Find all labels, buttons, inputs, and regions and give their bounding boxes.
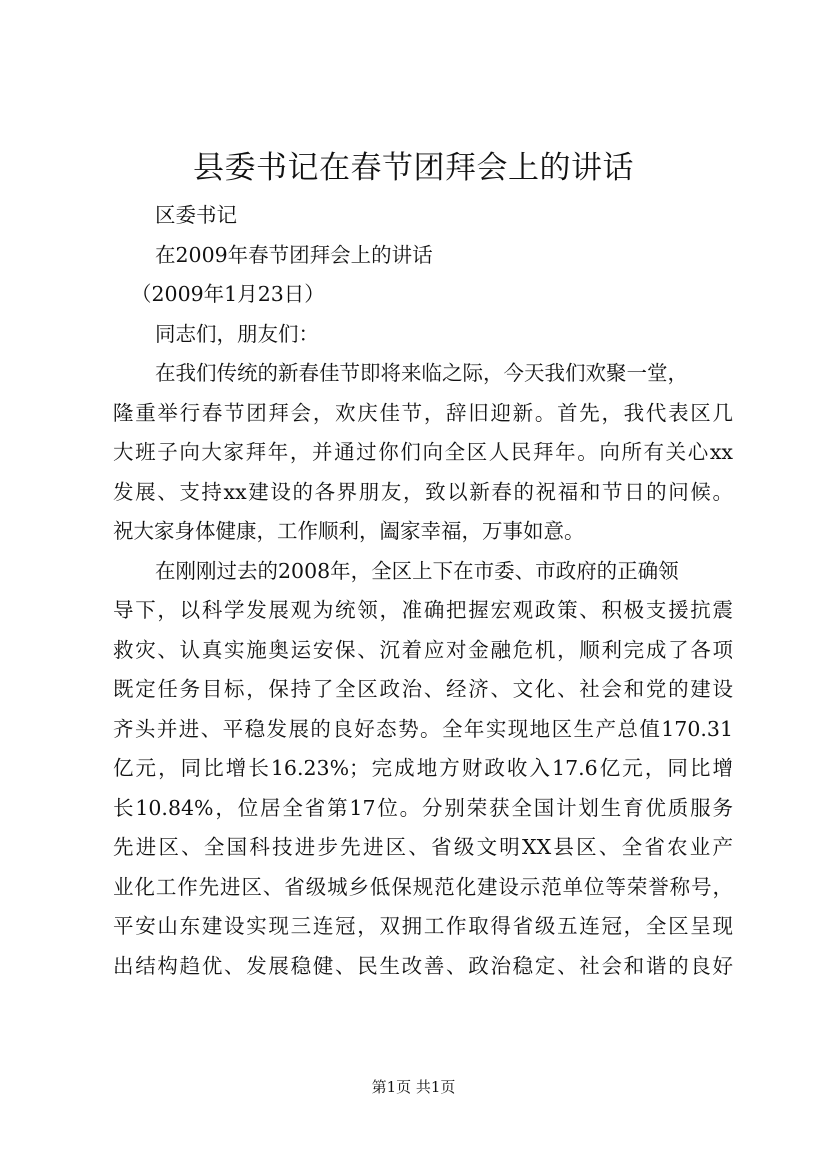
paragraph-2-line: 先进区、全国科技进步先进区、省级文明XX县区、全省农业产 (113, 835, 733, 859)
speech-date: （2009年1月23日） (131, 282, 325, 306)
document-title: 县委书记在春节团拜会上的讲话 (193, 150, 634, 186)
paragraph-1-line: 祝大家身体健康，工作顺利，阖家幸福，万事如意。 (113, 519, 585, 543)
salutation: 同志们，朋友们： (155, 321, 319, 346)
paragraph-1 (113, 354, 733, 552)
paragraph-2-line: 长10.84%，位居全省第17位。分别荣获全国计划生育优质服务 (113, 795, 733, 820)
paragraph-2 (113, 552, 733, 987)
document-body (113, 196, 733, 986)
paragraph-1-line: 在我们传统的新春佳节即将来临之际，今天我们欢聚一堂， (155, 361, 688, 385)
paragraph-2-line: 既定任务目标，保持了全区政治、经济、文化、社会和党的建设 (113, 677, 733, 701)
paragraph-2-line: 平安山东建设实现三连冠，双拥工作取得省级五连冠，全区呈现 (113, 914, 733, 938)
paragraph-1-line: 大班子向大家拜年，并通过你们向全区人民拜年。向所有关心xx (113, 440, 733, 464)
paragraph-2-line: 导下，以科学发展观为统领，准确把握宏观政策、积极支援抗震 (113, 598, 733, 622)
paragraph-2-line: 齐头并进、平稳发展的良好态势。全年实现地区生产总值170.31 (113, 716, 733, 741)
paragraph-1-line: 隆重举行春节团拜会，欢庆佳节，辞旧迎新。首先，我代表区几 (113, 400, 733, 425)
paragraph-2-line: 出结构趋优、发展稳健、民生改善、政治稳定、社会和谐的良好 (113, 953, 733, 978)
paragraph-2-line: 救灾、认真实施奥运安保、沉着应对金融危机，顺利完成了各项 (113, 637, 733, 662)
paragraph-2-line: 业化工作先进区、省级城乡低保规范化建设示范单位等荣誉称号， (113, 874, 733, 899)
speech-subtitle: 在2009年春节团拜会上的讲话 (155, 242, 433, 267)
paragraph-2-line: 亿元，同比增长16.23%；完成地方财政收入17.6亿元，同比增 (113, 756, 733, 780)
paragraph-2-line: 在刚刚过去的2008年，全区上下在市委、市政府的正确领 (155, 558, 679, 583)
author-line: 区委书记 (155, 203, 237, 227)
paragraph-1-line: 发展、支持xx建设的各界朋友，致以新春的祝福和节日的问候。 (113, 479, 733, 504)
page-footer: 第1页 共1页 (371, 1078, 456, 1096)
